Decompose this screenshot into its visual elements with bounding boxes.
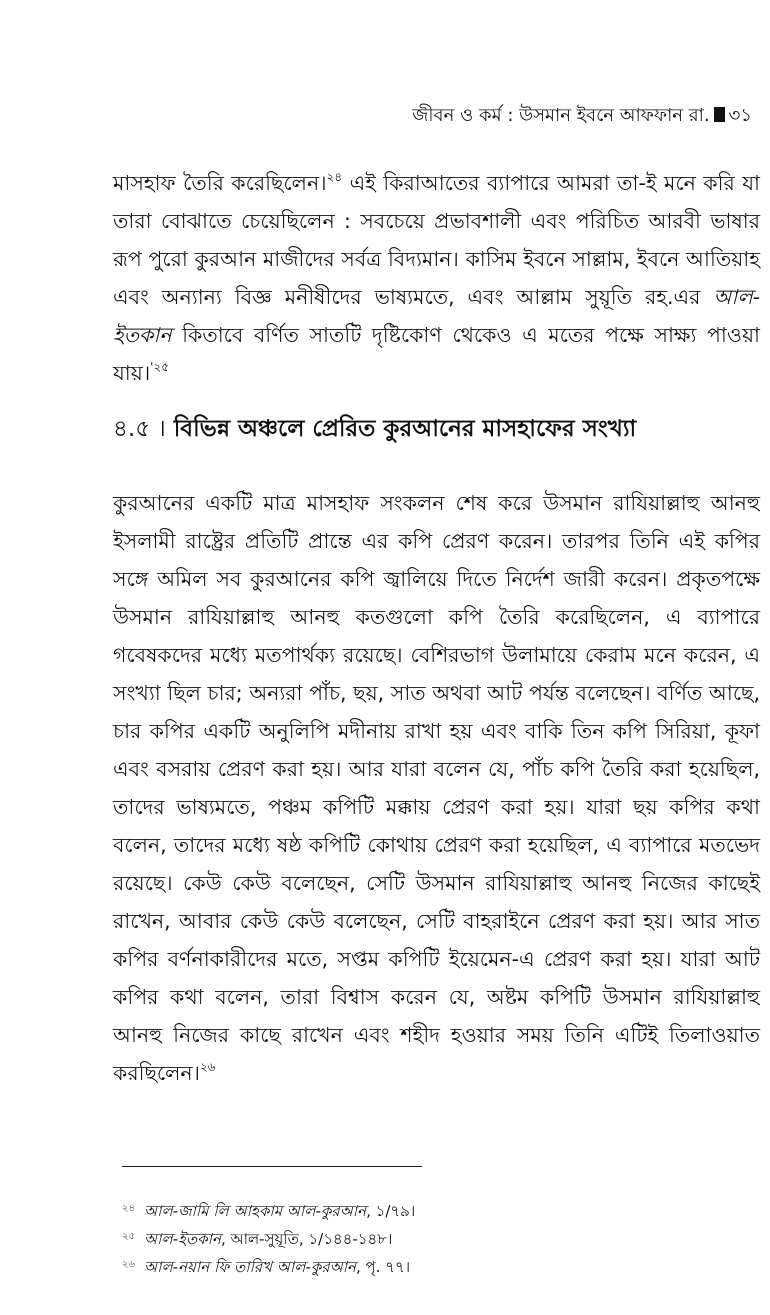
running-title: জীবন ও কর্ম : উসমান ইবনে আফফান রা. — [412, 105, 710, 126]
paragraph-text: এই কিরাআতের ব্যাপারে আমরা তা-ই মনে করি যা তারা বোঝাতে চেয়েছিলেন : সবচেয়ে প্রভাবশালী এবং পরিচিত আরবী ভাষার রূপ পুরো কুরআন মাজীদের সর্বত্র বিদ্যমান। কাসিম ইবনে সাল্লাম, ইবনে আতিয়াহ এবং অন্যান্য বিজ্ঞ মনীষীদের ভাষ্যমতে, এবং আল্লাম সুয়ূতি রহ.এর — [113, 171, 760, 309]
body-paragraph-1 — [113, 164, 760, 392]
footnote-title: আল-জামি লি আহকাম আল-কুরআন — [144, 1202, 367, 1220]
paragraph-text: কুরআনের একটি মাত্র মাসহাফ সংকলন শেষ করে উসমান রাযিয়াল্লাহু আনহু ইসলামী রাষ্ট্রের প্রতিটি প্রান্তে এর কপি প্রেরণ করেন। তারপর তিনি এই কপির সঙ্গে অমিল সব কুরআনের কপি জ্বালিয়ে দিতে নির্দেশ জারী করেন। প্রকৃতপক্ষে উসমান রাযিয়াল্লাহু আনহু কতগুলো কপি তৈরি করেছিলেন, এ ব্যাপারে গবেষকদের মধ্যে মতপার্থক্য রয়েছে। বেশিরভাগ উলামায়ে কেরাম মনে করেন, এ সংখ্যা ছিল চার; অন্যরা পাঁচ, ছয়, সাত অথবা আট পর্যন্ত বলেছেন। বর্ণিত আছে, চার কপির একটি অনুলিপি মদীনায় রাখা হয় এবং বাকি তিন কপি সিরিয়া, কূফা এবং বসরায় প্রেরণ করা হয়। আর যারা বলেন যে, পাঁচ কপি তৈরি করা হয়েছিল, তাদের ভাষ্যমতে, পঞ্চম কপিটি মক্কায় প্রেরণ করা হয়। যারা ছয় কপির কথা বলেন, তাদের মধ্যে ষষ্ঠ কপিটি কোথায় প্রেরণ করা হয়েছিল, এ ব্যাপারে মতভেদ রয়েছে। কেউ কেউ বলেছেন, সেটি উসমান রাযিয়াল্লাহু আনহু নিজের কাছেই রাখেন, আবার কেউ কেউ বলেছেন, সেটি বাহরাইনে প্রেরণ করা হয়। আর সাত কপির বর্ণনাকারীদের মতে, সপ্তম কপিটি ইয়েমেন-এ প্রেরণ করা হয়। যারা আট কপির কথা বলেন, তারা বিশ্বাস করেন যে, অষ্টম কপিটি উসমান রাযিয়াল্লাহু আনহু নিজের কাছে রাখেন এবং শহীদ হওয়ার সময় তিনি এটিই তিলাওয়াত করছিলেন। — [113, 491, 760, 1085]
footnote-detail: , আল-সুয়ূতি, ১/১৪৪-১৪৮। — [220, 1230, 393, 1248]
paragraph-text: মাসহাফ তৈরি করেছিলেন। — [113, 171, 327, 195]
header-square-mark — [714, 107, 725, 122]
footnote-24 — [122, 1196, 722, 1224]
footnote-marker: ২৪ — [122, 1203, 135, 1214]
footnote-divider — [122, 1166, 422, 1167]
body-paragraph-2 — [113, 484, 760, 1092]
footnote-reference-25[interactable]: '২৫ — [150, 360, 170, 374]
running-header — [412, 104, 752, 128]
footnote-reference-26[interactable]: ২৬ — [200, 1060, 216, 1074]
footnotes — [122, 1196, 722, 1280]
page-number: ৩১ — [728, 105, 752, 126]
footnote-reference-24[interactable]: ২৪ — [326, 170, 343, 184]
footnote-26 — [122, 1252, 722, 1280]
book-title-itqan: আল-ইতকান — [113, 285, 760, 347]
footnote-title: আল-ইতকান — [144, 1230, 221, 1248]
footnote-marker: ২৫ — [122, 1231, 135, 1242]
section-heading — [113, 412, 753, 446]
footnote-25 — [122, 1224, 722, 1252]
paragraph-text: কিতাবে বর্ণিত সাতটি দৃষ্টিকোণ থেকেও এ মতের পক্ষে সাক্ষ্য পাওয়া যায়। — [113, 323, 760, 385]
footnote-detail: , ১/৭৯। — [366, 1202, 416, 1220]
footnote-marker: ২৬ — [122, 1259, 136, 1270]
section-number: ৪.৫ । — [113, 416, 166, 442]
section-title: বিভিন্ন অঞ্চলে প্রেরিত কুরআনের মাসহাফের সংখ্যা — [173, 416, 637, 442]
footnote-title: আল-নয়ান ফি তারিখ আল-কুরআন — [144, 1258, 357, 1276]
footnote-detail: , পৃ. ৭৭। — [356, 1258, 411, 1276]
